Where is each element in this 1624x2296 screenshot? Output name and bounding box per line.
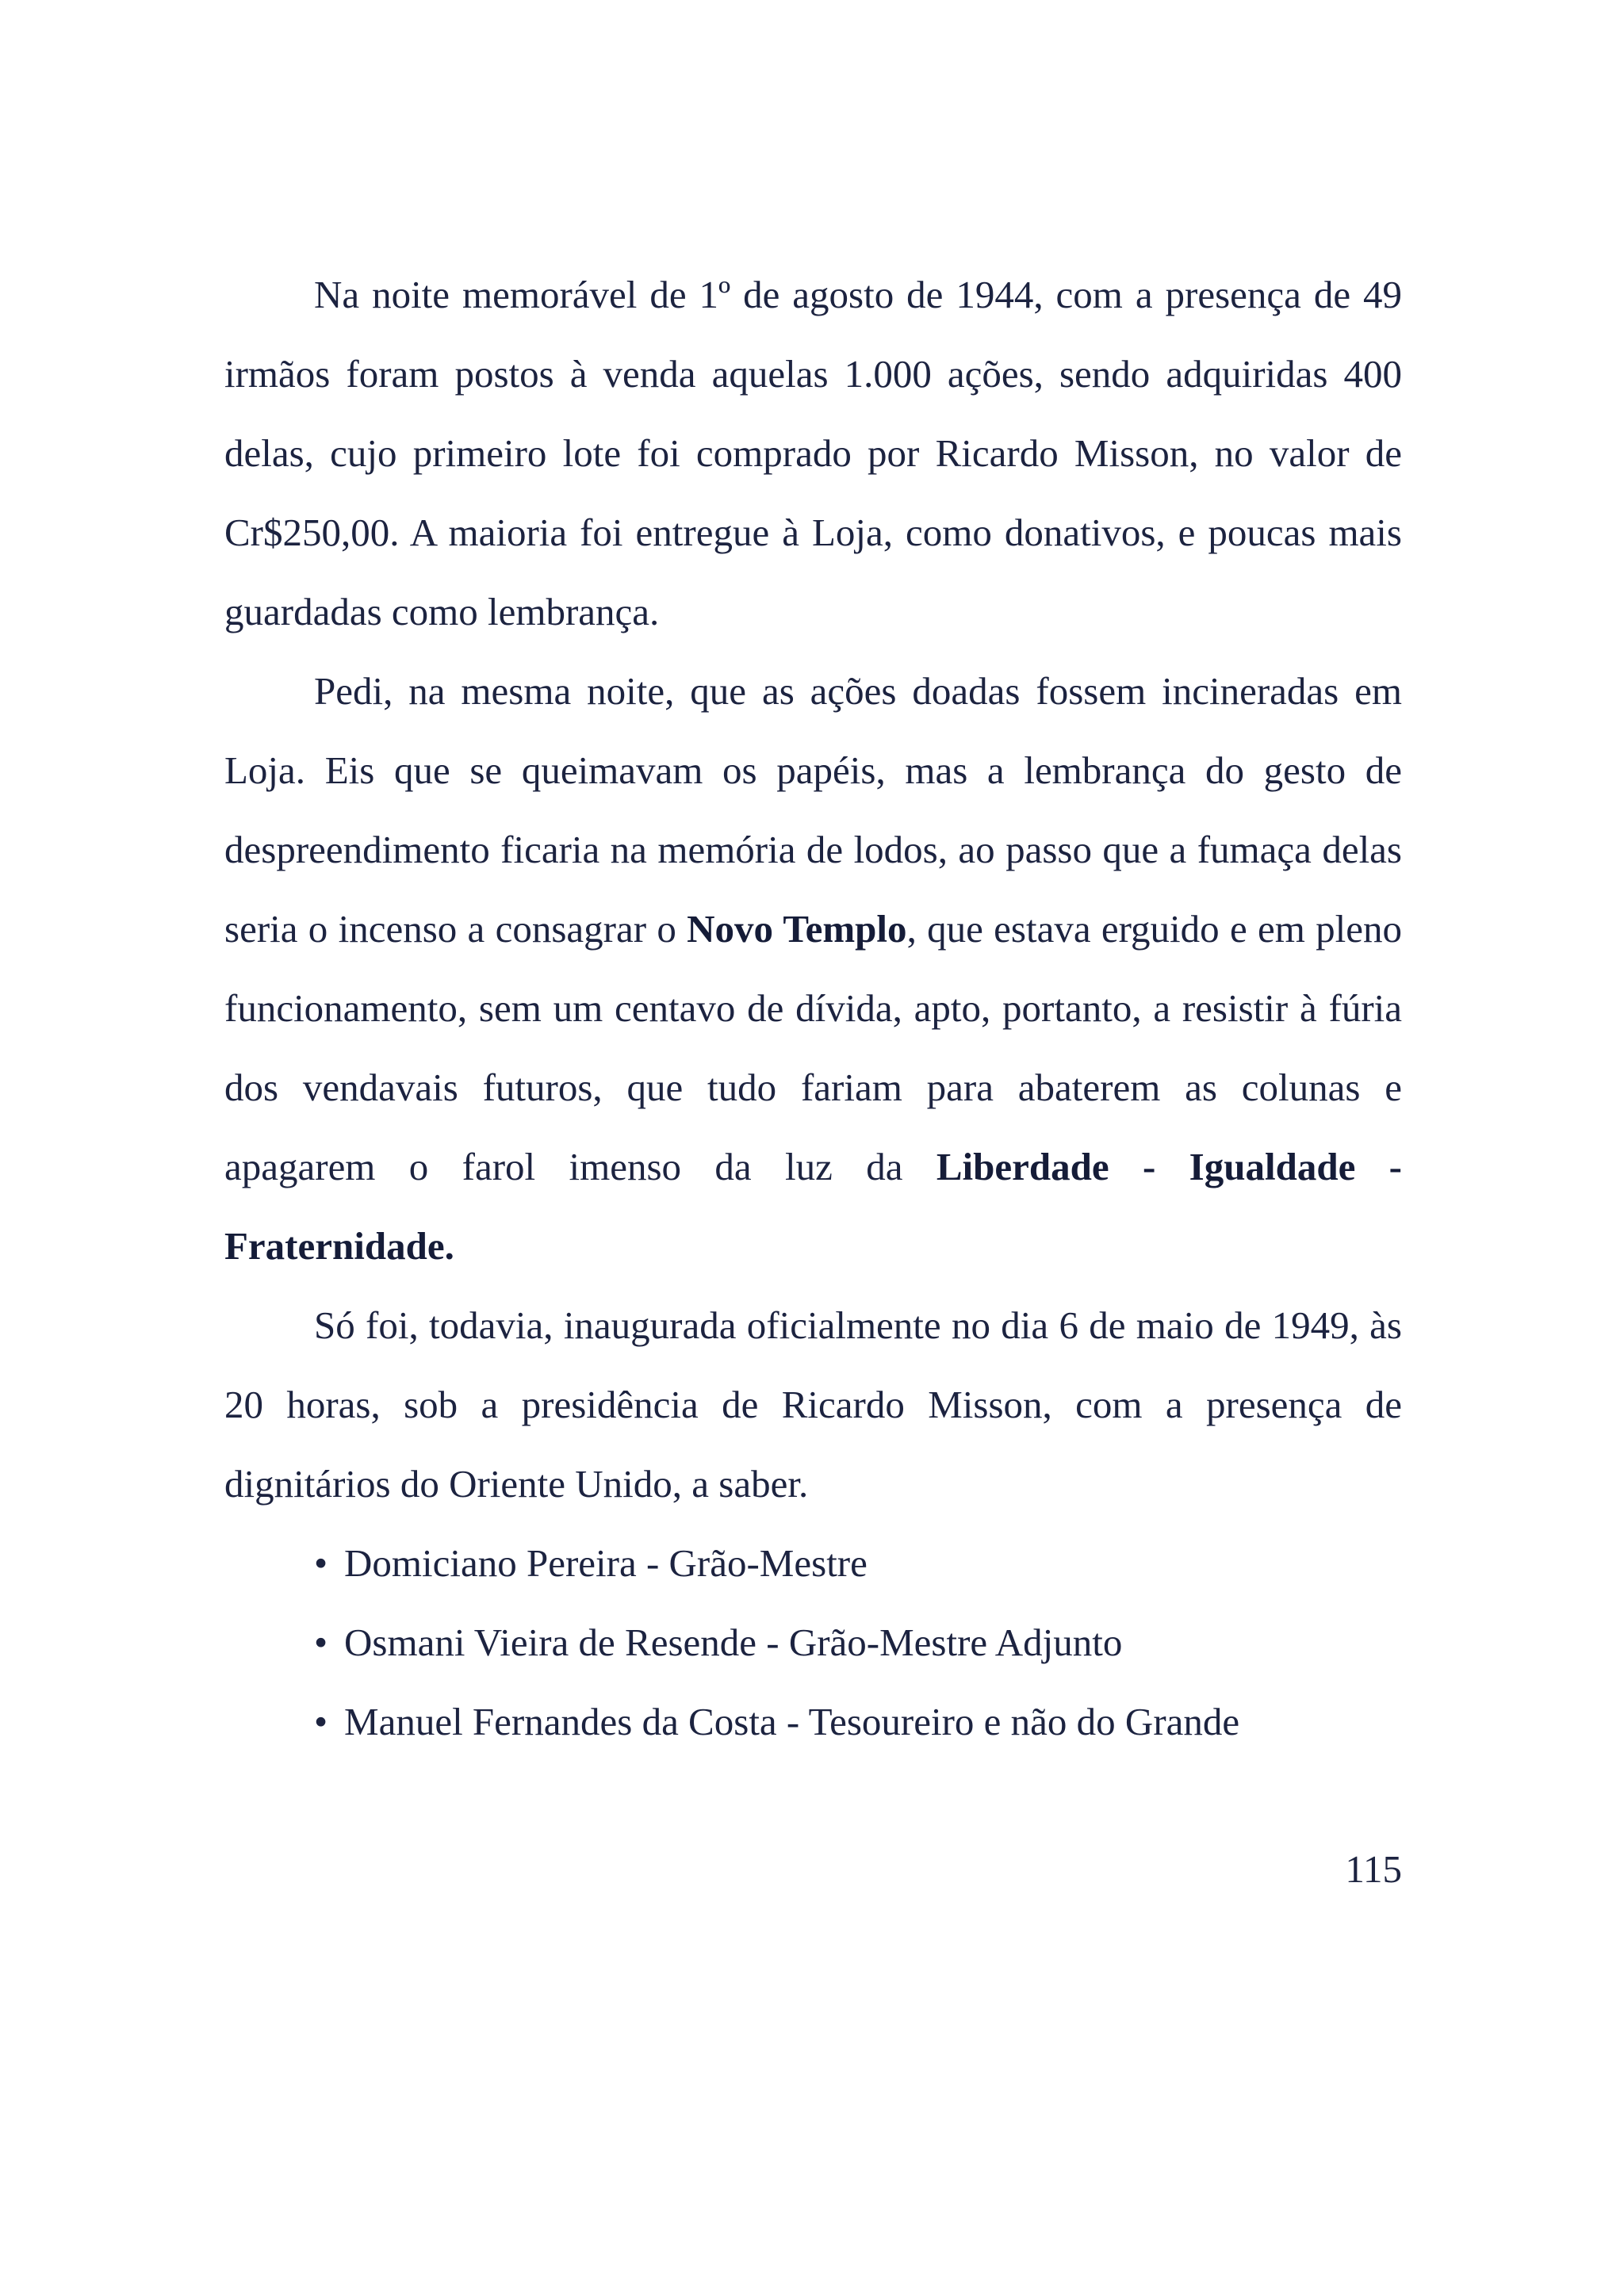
list-item — [224, 1603, 1402, 1682]
bullet-icon: • — [314, 1541, 328, 1585]
list-item — [224, 1524, 1402, 1603]
paragraph-incineration — [224, 652, 1402, 1286]
bullet-icon: • — [314, 1621, 328, 1664]
page-number: 115 — [1345, 1847, 1402, 1891]
paragraph-text: , que estava erguido e em pleno funcionamento, sem um centavo de dívida, apto, portanto, a resistir à fúria dos vendavais futuros, que tudo fariam para abaterem as colunas e apagarem o farol imenso da luz da — [224, 907, 1403, 1188]
motto-term: Liberdade - Igualdade - Fraternidade. — [224, 1145, 1402, 1268]
list-item — [224, 1682, 1402, 1762]
paragraph-text: Pedi, na mesma noite, que as ações doadas fossem incineradas em Loja. Eis que se queimavam os papéis, mas a lembrança do gesto de despreendimento ficaria na memória de lodos, ao passo que a fumaça delas seria o incenso a consagrar o — [224, 669, 1402, 951]
dignitaries-list — [224, 1524, 1402, 1762]
page-body — [224, 255, 1402, 1762]
list-item-text: Manuel Fernandes da Costa - Tesoureiro e não do Grande — [344, 1700, 1240, 1743]
novo-templo-term: Novo Templo — [687, 907, 907, 951]
paragraph-sale-of-shares: Na noite memorável de 1º de agosto de 1944, com a presença de 49 irmãos foram postos à venda aquelas 1.000 ações, sendo adquiridas 400 delas, cujo primeiro lote foi comprado por Ricardo Misson, no valor de Cr$250,00. A maioria foi entregue à Loja, como donativos, e poucas mais guardadas como lembrança. — [224, 273, 1402, 633]
paragraph-inauguration: Só foi, todavia, inaugurada oficialmente no dia 6 de maio de 1949, às 20 horas, sob a presidência de Ricardo Misson, com a presença de dignitários do Oriente Unido, a saber. — [224, 1303, 1402, 1506]
list-item-text: Osmani Vieira de Resende - Grão-Mestre Adjunto — [344, 1621, 1123, 1664]
list-item-text: Domiciano Pereira - Grão-Mestre — [344, 1541, 868, 1585]
bullet-icon: • — [314, 1700, 328, 1743]
